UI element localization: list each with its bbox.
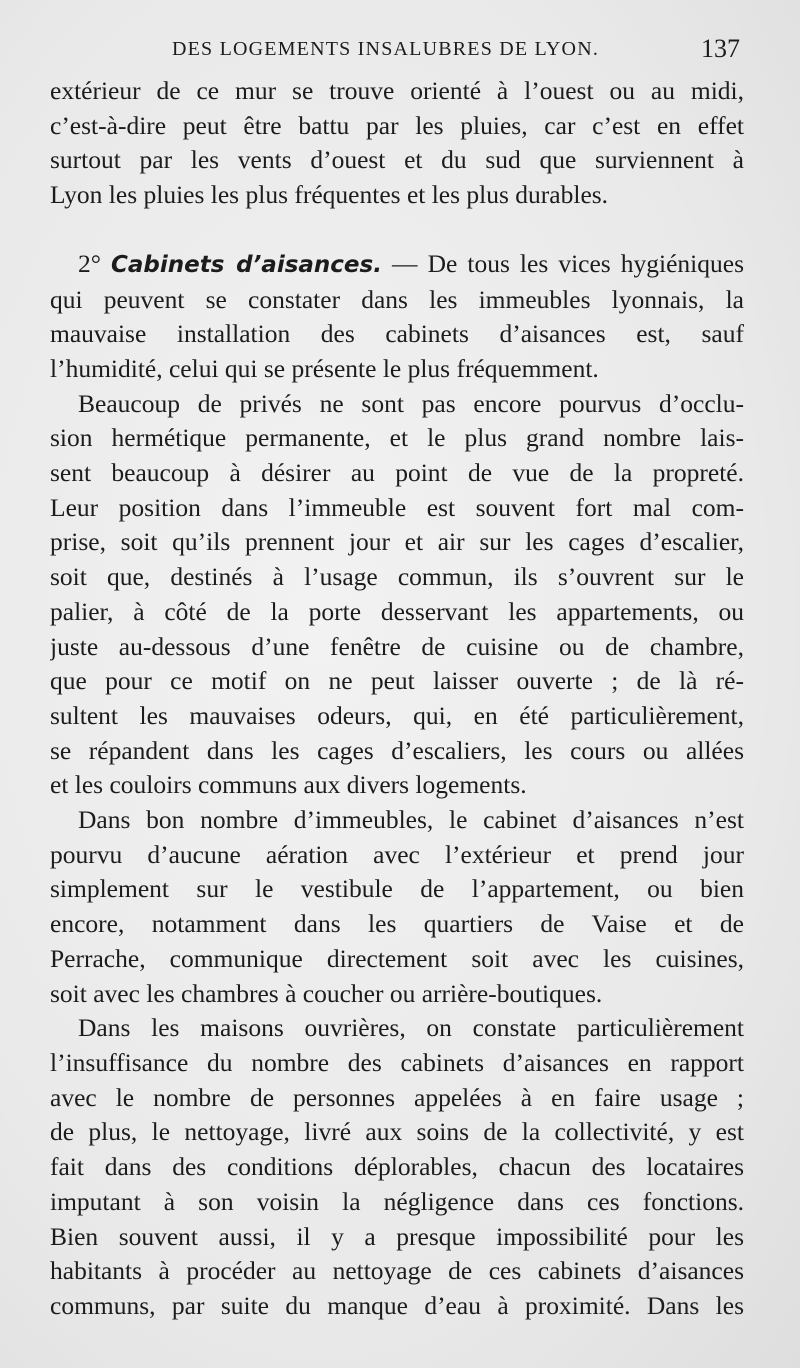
text-line: de plus, le nettoyage, livré aux soins de la collectivité, y est: [50, 1117, 744, 1147]
page-header: [172, 34, 740, 66]
text-line: mauvaise installation des cabinets d’aisances est, sauf: [50, 319, 744, 349]
text-line: et les couloirs communs aux divers logements.: [50, 770, 527, 800]
text-line: prise, soit qu’ils prennent jour et air sur les cages d’escalier,: [50, 527, 744, 557]
section-heading-tail: — De tous les vices hygiéniques: [381, 248, 744, 278]
section-number: 2°: [78, 248, 101, 278]
text-line: Bien souvent aussi, il y a presque impossibilité pour les: [50, 1221, 744, 1251]
text-line: que pour ce motif on ne peut laisser ouverte ; de là ré-: [50, 666, 744, 696]
section-heading-line: [50, 247, 744, 283]
text-line: qui peuvent se constater dans les immeubles lyonnais, la: [50, 284, 744, 314]
text-line: sion hermétique permanente, et le plus grand nombre lais-: [50, 423, 744, 453]
text-line: communs, par suite du manque d’eau à proximité. Dans les: [50, 1290, 744, 1320]
page-number: 137: [701, 34, 740, 63]
paragraph-4: [50, 1011, 744, 1323]
text-line: avec le nombre de personnes appelées à en faire usage ;: [50, 1082, 744, 1112]
text-line: l’insuffisance du nombre des cabinets d’aisances en rapport: [50, 1047, 744, 1077]
text-line: palier, à côté de la porte desservant les appartements, ou: [50, 596, 744, 626]
text-line: simplement sur le vestibule de l’appartement, ou bien: [50, 874, 744, 904]
running-title: DES LOGEMENTS INSALUBRES DE LYON.: [172, 38, 600, 60]
text-line: Dans bon nombre d’immeubles, le cabinet d’aisances n’est: [78, 805, 744, 835]
text-line: Beaucoup de privés ne sont pas encore pourvus d’occlu-: [78, 388, 744, 418]
paragraph-1: [50, 74, 744, 213]
text-line: soit avec les chambres à coucher ou arrière-boutiques.: [50, 978, 603, 1008]
text-line: sultent les mauvaises odeurs, qui, en été particulièrement,: [50, 700, 744, 730]
section-cabinets: [50, 247, 744, 387]
paragraph-gap: [50, 213, 744, 247]
text-line: soit que, destinés à l’usage commun, ils s’ouvrent sur le: [50, 562, 744, 592]
text-line: pourvu d’aucune aération avec l’extérieur et prend jour: [50, 839, 744, 869]
text-line: habitants à procéder au nettoyage de ces cabinets d’aisances: [50, 1256, 744, 1286]
text-line: c’est-à-dire peut être battu par les pluies, car c’est en effet: [50, 110, 744, 140]
paragraph-2: [50, 387, 744, 803]
text-line: surtout par les vents d’ouest et du sud que surviennent à: [50, 145, 744, 175]
text-line: Perrache, communique directement soit avec les cuisines,: [50, 943, 744, 973]
text-line: encore, notamment dans les quartiers de Vaise et de: [50, 909, 744, 939]
text-line: Dans les maisons ouvrières, on constate particulièrement: [78, 1013, 744, 1043]
text-line: sent beaucoup à désirer au point de vue de la propreté.: [50, 458, 744, 488]
page-body: [50, 74, 744, 1324]
text-line: fait dans des conditions déplorables, chacun des locataires: [50, 1152, 744, 1182]
paragraph-3: [50, 803, 744, 1011]
text-line: imputant à son voisin la négligence dans ces fonctions.: [50, 1186, 744, 1216]
text-line: extérieur de ce mur se trouve orienté à l’ouest ou au midi,: [50, 76, 744, 105]
text-line: juste au-dessous d’une fenêtre de cuisine ou de chambre,: [50, 631, 744, 661]
text-line: Lyon les pluies les plus fréquentes et les plus durables.: [50, 180, 609, 210]
text-line: se répandent dans les cages d’escaliers, les cours ou allées: [50, 735, 744, 765]
text-line: l’humidité, celui qui se présente le plus fréquemment.: [50, 353, 599, 383]
section-heading: Cabinets d’aisances.: [111, 251, 382, 278]
text-line: Leur position dans l’immeuble est souvent fort mal com-: [50, 492, 744, 522]
